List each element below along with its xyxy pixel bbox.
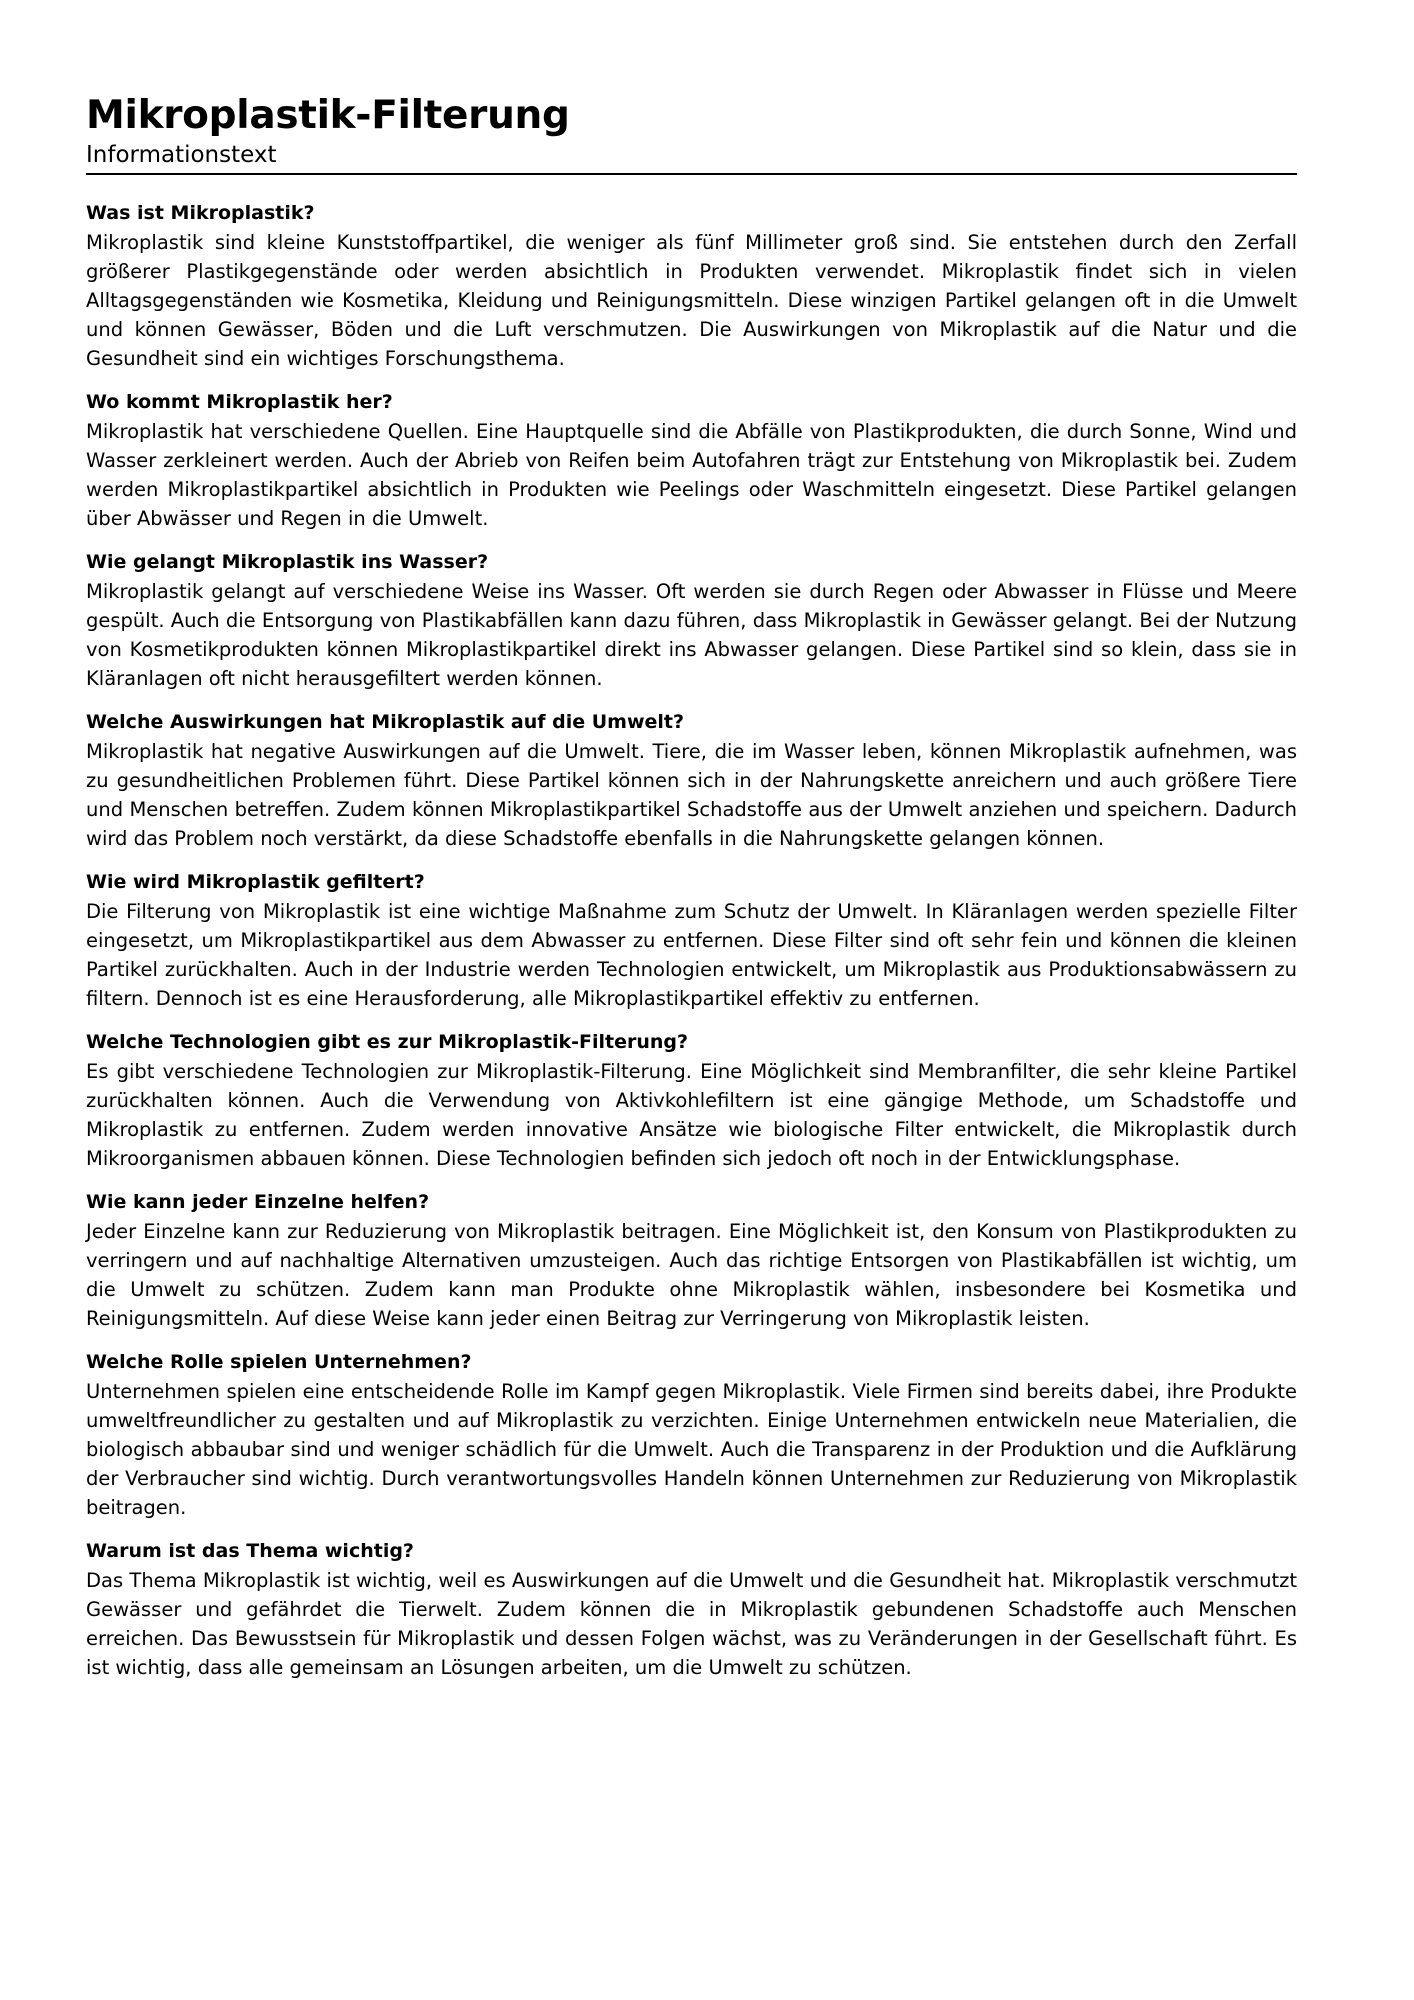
section-body: Es gibt verschiedene Technologien zur Mikroplastik-Filterung. Eine Möglichkeit sind Membranfilter, die sehr kleine Partikel zurückhalten können. Auch die Verwendung von Aktivkohlefiltern ist eine gängige Methode, um Schadstoffe und Mikroplastik zu entfernen. Zudem werden innovative Ansätze wie biologische Filter entwickelt, die Mikroplastik durch Mikroorganismen abbauen können. Diese Technologien befinden sich jedoch oft noch in der Entwicklungsphase. xyxy=(86,1060,1297,1170)
sections-container xyxy=(86,199,1297,1682)
section-body: Das Thema Mikroplastik ist wichtig, weil es Auswirkungen auf die Umwelt und die Gesundheit hat. Mikroplastik verschmutzt Gewässer und gefährdet die Tierwelt. Zudem können die in Mikroplastik gebundenen Schadstoffe auch Menschen erreichen. Das Bewusstsein für Mikroplastik und dessen Folgen wächst, was zu Veränderungen in der Gesellschaft führt. Es ist wichtig, dass alle gemeinsam an Lösungen arbeiten, um die Umwelt zu schützen. xyxy=(86,1569,1297,1679)
section-heading: Wie wird Mikroplastik gefiltert? xyxy=(86,871,425,893)
section-wo-kommt-mikroplastik-her xyxy=(86,388,1297,533)
section-technologien-filterung xyxy=(86,1028,1297,1173)
section-body: Mikroplastik gelangt auf verschiedene Weise ins Wasser. Oft werden sie durch Regen oder Abwasser in Flüsse und Meere gespült. Auch die Entsorgung von Plastikabfällen kann dazu führen, dass Mikroplastik in Gewässer gelangt. Bei der Nutzung von Kosmetikprodukten können Mikroplastikpartikel direkt ins Abwasser gelangen. Diese Partikel sind so klein, dass sie in Kläranlagen oft nicht herausgefiltert werden können. xyxy=(86,580,1297,690)
section-heading: Wo kommt Mikroplastik her? xyxy=(86,391,393,413)
section-heading: Wie gelangt Mikroplastik ins Wasser? xyxy=(86,551,489,573)
section-heading: Warum ist das Thema wichtig? xyxy=(86,1540,414,1562)
section-rolle-unternehmen xyxy=(86,1348,1297,1522)
section-body: Mikroplastik sind kleine Kunststoffpartikel, die weniger als fünf Millimeter groß sind. Sie entstehen durch den Zerfall größerer Plastikgegenstände oder werden absichtlich in Produkten verwendet. Mikroplastik findet sich in vielen Alltagsgegenständen wie Kosmetika, Kleidung und Reinigungsmitteln. Diese winzigen Partikel gelangen oft in die Umwelt und können Gewässer, Böden und die Luft verschmutzen. Die Auswirkungen von Mikroplastik auf die Natur und die Gesundheit sind ein wichtiges Forschungsthema. xyxy=(86,231,1297,370)
section-heading: Welche Rolle spielen Unternehmen? xyxy=(86,1351,472,1373)
section-jeder-einzelne-helfen xyxy=(86,1188,1297,1333)
section-wie-gelangt-mikroplastik-ins-wasser xyxy=(86,548,1297,693)
section-body: Mikroplastik hat verschiedene Quellen. Eine Hauptquelle sind die Abfälle von Plastikprodukten, die durch Sonne, Wind und Wasser zerkleinert werden. Auch der Abrieb von Reifen beim Autofahren trägt zur Entstehung von Mikroplastik bei. Zudem werden Mikroplastikpartikel absichtlich in Produkten wie Peelings oder Waschmitteln eingesetzt. Diese Partikel gelangen über Abwässer und Regen in die Umwelt. xyxy=(86,420,1297,530)
section-warum-thema-wichtig xyxy=(86,1537,1297,1682)
document-page xyxy=(86,92,1297,1697)
document-subtitle: Informationstext xyxy=(86,140,1297,175)
section-was-ist-mikroplastik xyxy=(86,199,1297,373)
document-title: Mikroplastik-Filterung xyxy=(86,93,570,138)
section-body: Unternehmen spielen eine entscheidende Rolle im Kampf gegen Mikroplastik. Viele Firmen sind bereits dabei, ihre Produkte umweltfreundlicher zu gestalten und auf Mikroplastik zu verzichten. Einige Unternehmen entwickeln neue Materialien, die biologisch abbaubar sind und weniger schädlich für die Umwelt. Auch die Transparenz in der Produktion und die Aufklärung der Verbraucher sind wichtig. Durch verantwortungsvolles Handeln können Unternehmen zur Reduzierung von Mikroplastik beitragen. xyxy=(86,1380,1297,1519)
section-heading: Welche Technologien gibt es zur Mikroplastik-Filterung? xyxy=(86,1031,689,1053)
section-heading: Wie kann jeder Einzelne helfen? xyxy=(86,1191,430,1213)
section-heading: Welche Auswirkungen hat Mikroplastik auf die Umwelt? xyxy=(86,711,684,733)
section-auswirkungen-umwelt xyxy=(86,708,1297,853)
section-body: Die Filterung von Mikroplastik ist eine wichtige Maßnahme zum Schutz der Umwelt. In Kläranlagen werden spezielle Filter eingesetzt, um Mikroplastikpartikel aus dem Abwasser zu entfernen. Diese Filter sind oft sehr fein und können die kleinen Partikel zurückhalten. Auch in der Industrie werden Technologien entwickelt, um Mikroplastik aus Produktionsabwässern zu filtern. Dennoch ist es eine Herausforderung, alle Mikroplastikpartikel effektiv zu entfernen. xyxy=(86,900,1297,1010)
section-heading: Was ist Mikroplastik? xyxy=(86,202,315,224)
section-body: Jeder Einzelne kann zur Reduzierung von Mikroplastik beitragen. Eine Möglichkeit ist, den Konsum von Plastikprodukten zu verringern und auf nachhaltige Alternativen umzusteigen. Auch das richtige Entsorgen von Plastikabfällen ist wichtig, um die Umwelt zu schützen. Zudem kann man Produkte ohne Mikroplastik wählen, insbesondere bei Kosmetika und Reinigungsmitteln. Auf diese Weise kann jeder einen Beitrag zur Verringerung von Mikroplastik leisten. xyxy=(86,1220,1297,1330)
section-wie-wird-mikroplastik-gefiltert xyxy=(86,868,1297,1013)
section-body: Mikroplastik hat negative Auswirkungen auf die Umwelt. Tiere, die im Wasser leben, können Mikroplastik aufnehmen, was zu gesundheitlichen Problemen führt. Diese Partikel können sich in der Nahrungskette anreichern und auch größere Tiere und Menschen betreffen. Zudem können Mikroplastikpartikel Schadstoffe aus der Umwelt anziehen und speichern. Dadurch wird das Problem noch verstärkt, da diese Schadstoffe ebenfalls in die Nahrungskette gelangen können. xyxy=(86,740,1297,850)
